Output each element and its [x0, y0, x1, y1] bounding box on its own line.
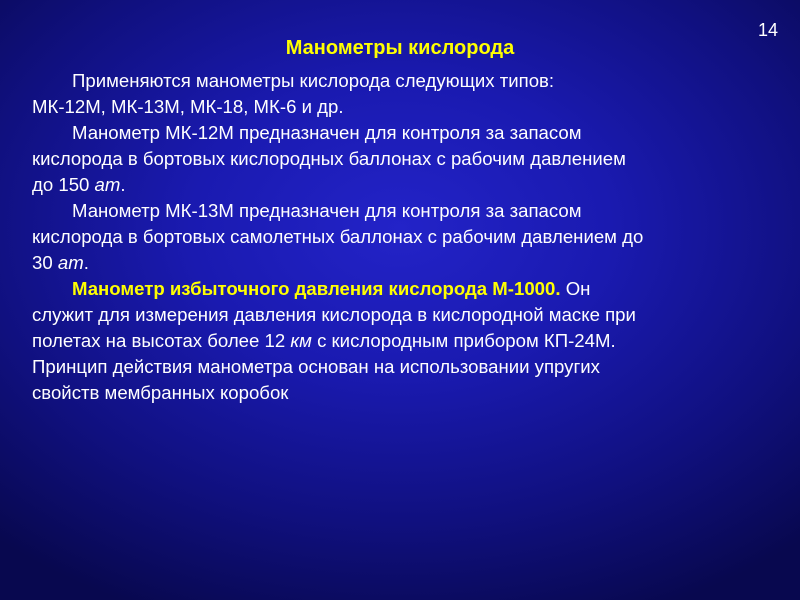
highlighted-term: Манометр избыточного давления кислорода М-1000.: [72, 278, 561, 299]
text-fragment: .: [83, 252, 89, 273]
unit-label: ат: [94, 174, 121, 195]
text-line: кислорода в бортовых самолетных баллонах с рабочим давлением до: [32, 226, 644, 247]
paragraph-mk12m: [32, 120, 777, 198]
paragraph-m1000: [32, 276, 777, 406]
text-line: кислорода в бортовых кислородных баллонах с рабочим давлением: [32, 148, 626, 169]
slide-body: [32, 68, 777, 406]
unit-label: км: [290, 330, 312, 351]
text-line: Принцип действия манометра основан на использовании упругих: [32, 356, 600, 377]
text-line: [32, 172, 777, 198]
paragraph-mk13m: [32, 198, 777, 276]
text-fragment: Он: [560, 278, 591, 299]
slide-title: Манометры кислорода: [285, 37, 515, 59]
text-line: служит для измерения давления кислорода в кислородной маске при: [32, 304, 636, 325]
text-fragment: с кислородным прибором КП-24М.: [311, 330, 616, 351]
text-line: Манометр МК-13М предназначен для контроля за запасом: [72, 200, 582, 221]
paragraph-types: [32, 68, 777, 120]
text-line: [32, 328, 777, 354]
text-fragment: полетах на высотах более 12: [32, 330, 291, 351]
text-line: [32, 276, 777, 302]
text-line: Применяются манометры кислорода следующих типов:: [72, 70, 555, 91]
text-fragment: .: [120, 174, 126, 195]
text-line: свойств мембранных коробок: [32, 382, 289, 403]
text-fragment: 30: [32, 252, 58, 273]
text-line: [32, 250, 777, 276]
text-fragment: до 150: [32, 174, 95, 195]
text-line: МК-12М, МК-13М, МК-18, МК-6 и др.: [32, 96, 344, 117]
page-number: 14: [757, 20, 778, 40]
unit-label: ат: [57, 252, 84, 273]
text-line: Манометр МК-12М предназначен для контроля за запасом: [72, 122, 582, 143]
